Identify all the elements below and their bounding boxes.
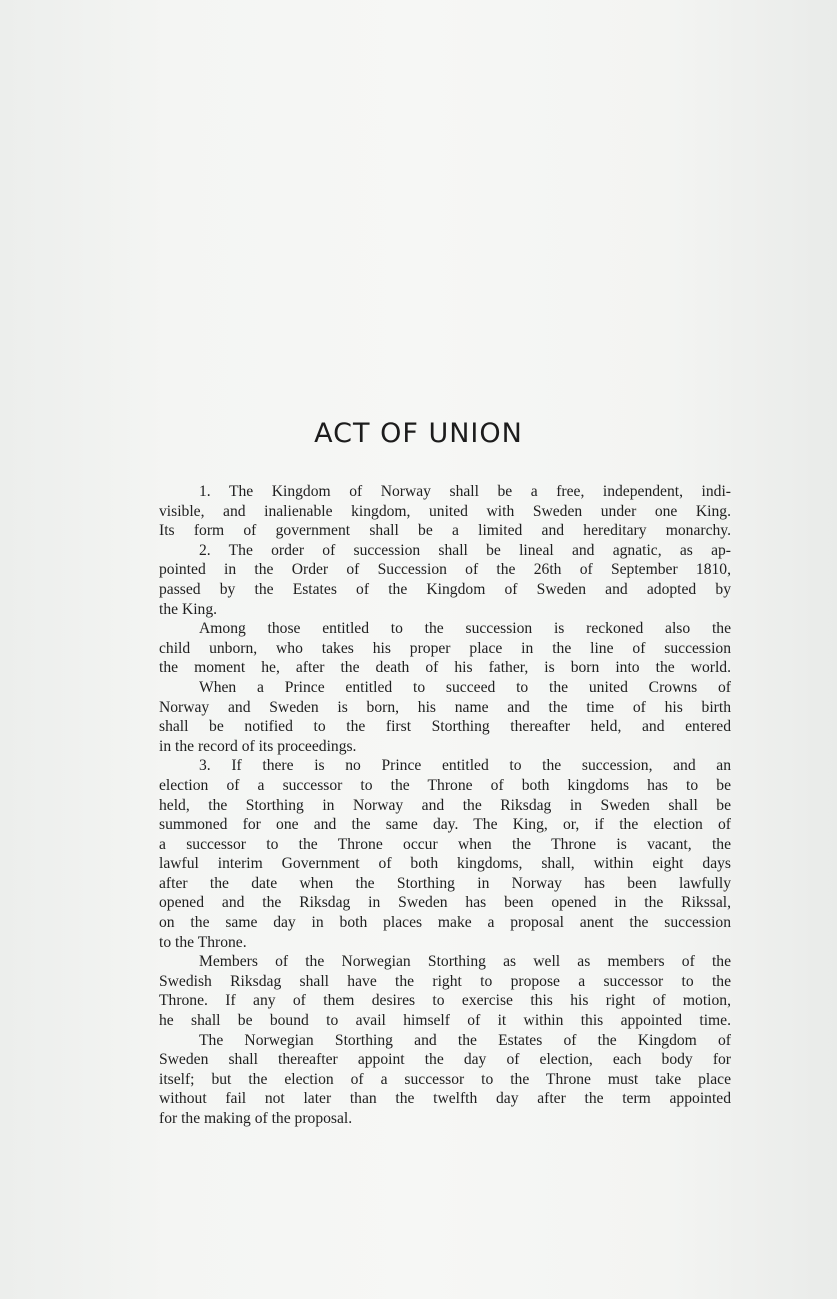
- text-line: 2. The order of succession shall be lineal and agnatic, as ap-: [199, 541, 731, 559]
- text-line: 3. If there is no Prince entitled to the succession, and an: [199, 757, 731, 775]
- document-body: [159, 482, 731, 1129]
- text-line: without fail not later than the twelfth day after the term appointed: [159, 1090, 731, 1108]
- text-line: election of a successor to the Throne of both kingdoms has to be: [159, 776, 731, 794]
- text-line: shall be notified to the first Storthing thereafter held, and entered: [159, 718, 731, 736]
- text-line: Throne. If any of them desires to exercise this his right of motion,: [159, 992, 731, 1010]
- text-line: the moment he, after the death of his father, is born into the world.: [159, 659, 731, 677]
- text-line: he shall be bound to avail himself of it within this appointed time.: [159, 1012, 731, 1030]
- text-line: held, the Storthing in Norway and the Riksdag in Sweden shall be: [159, 796, 731, 814]
- text-line: When a Prince entitled to succeed to the united Crowns of: [199, 678, 731, 696]
- text-line: summoned for one and the same day. The King, or, if the election of: [159, 816, 731, 834]
- text-line: Its form of government shall be a limited and hereditary monarchy.: [159, 522, 731, 540]
- text-line: after the date when the Storthing in Norway has been lawfully: [159, 874, 731, 892]
- text-line: Members of the Norwegian Storthing as well as members of the: [199, 953, 731, 971]
- text-line: in the record of its proceedings.: [159, 737, 357, 755]
- text-line: Among those entitled to the succession is reckoned also the: [199, 620, 731, 638]
- text-line: the King.: [159, 600, 218, 618]
- text-line: a successor to the Throne occur when the Throne is vacant, the: [159, 835, 731, 853]
- text-line: visible, and inalienable kingdom, united with Sweden under one King.: [159, 502, 731, 520]
- text-line: Sweden shall thereafter appoint the day of election, each body for: [159, 1051, 731, 1069]
- text-line: itself; but the election of a successor to the Throne must take place: [159, 1070, 731, 1088]
- text-line: on the same day in both places make a proposal anent the succession: [159, 914, 731, 932]
- text-line: Norway and Sweden is born, his name and the time of his birth: [159, 698, 731, 716]
- text-line: opened and the Riksdag in Sweden has been opened in the Rikssal,: [159, 894, 731, 912]
- text-line: lawful interim Government of both kingdoms, shall, within eight days: [159, 855, 731, 873]
- text-line: The Norwegian Storthing and the Estates of the Kingdom of: [199, 1031, 731, 1049]
- text-line: pointed in the Order of Succession of the 26th of September 1810,: [159, 561, 731, 579]
- text-line: 1. The Kingdom of Norway shall be a free, independent, indi-: [199, 483, 731, 500]
- text-line: for the making of the proposal.: [159, 1110, 353, 1127]
- document-title: ACT OF UNION: [314, 418, 523, 449]
- text-line: passed by the Estates of the Kingdom of Sweden and adopted by: [159, 580, 731, 598]
- text-line: Swedish Riksdag shall have the right to propose a successor to the: [159, 972, 731, 990]
- text-line: to the Throne.: [159, 933, 247, 951]
- text-line: child unborn, who takes his proper place in the line of succession: [159, 639, 731, 657]
